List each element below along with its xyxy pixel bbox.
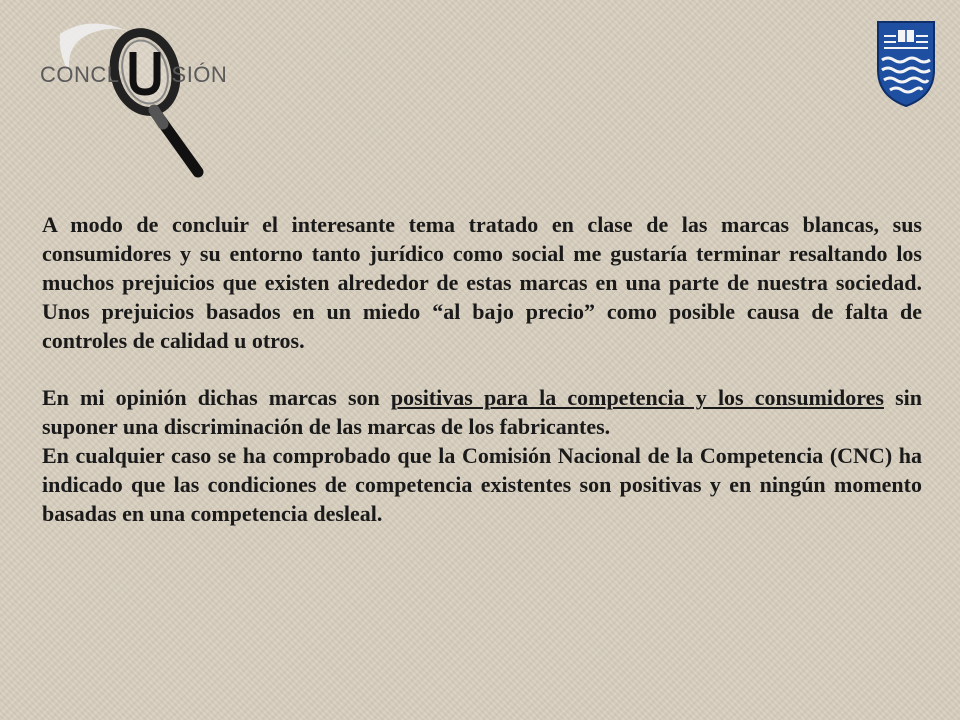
paragraph-2: En mi opinión dichas marcas son positivas para la competencia y los consumidores sin suponer una discriminación de las marcas de los fabricantes. <box>42 385 922 439</box>
conclusion-logo <box>30 14 260 184</box>
conclusion-body <box>42 210 922 528</box>
paragraph-3: En cualquier caso se ha comprobado que la Comisión Nacional de la Competencia (CNC) ha indicado que las condiciones de competencia existentes son positivas y en ningún momento basadas en una competencia desleal. <box>42 443 922 526</box>
logo-wordmark: CONCL SIÓN <box>40 62 228 87</box>
magnifying-glass-icon <box>30 14 260 184</box>
university-shield-icon <box>876 18 936 108</box>
underlined-phrase: positivas para la competencia y los consumidores <box>390 385 884 410</box>
paragraph-1: A modo de concluir el interesante tema tratado en clase de las marcas blancas, sus consumidores y su entorno tanto jurídico como social me gustaría terminar resaltando los muchos prejuicios que existen alrededor de estas marcas en una parte de nuestra sociedad. Unos prejuicios basados en un miedo “al bajo precio” como posible causa de falta de controles de calidad u otros. <box>42 212 922 353</box>
